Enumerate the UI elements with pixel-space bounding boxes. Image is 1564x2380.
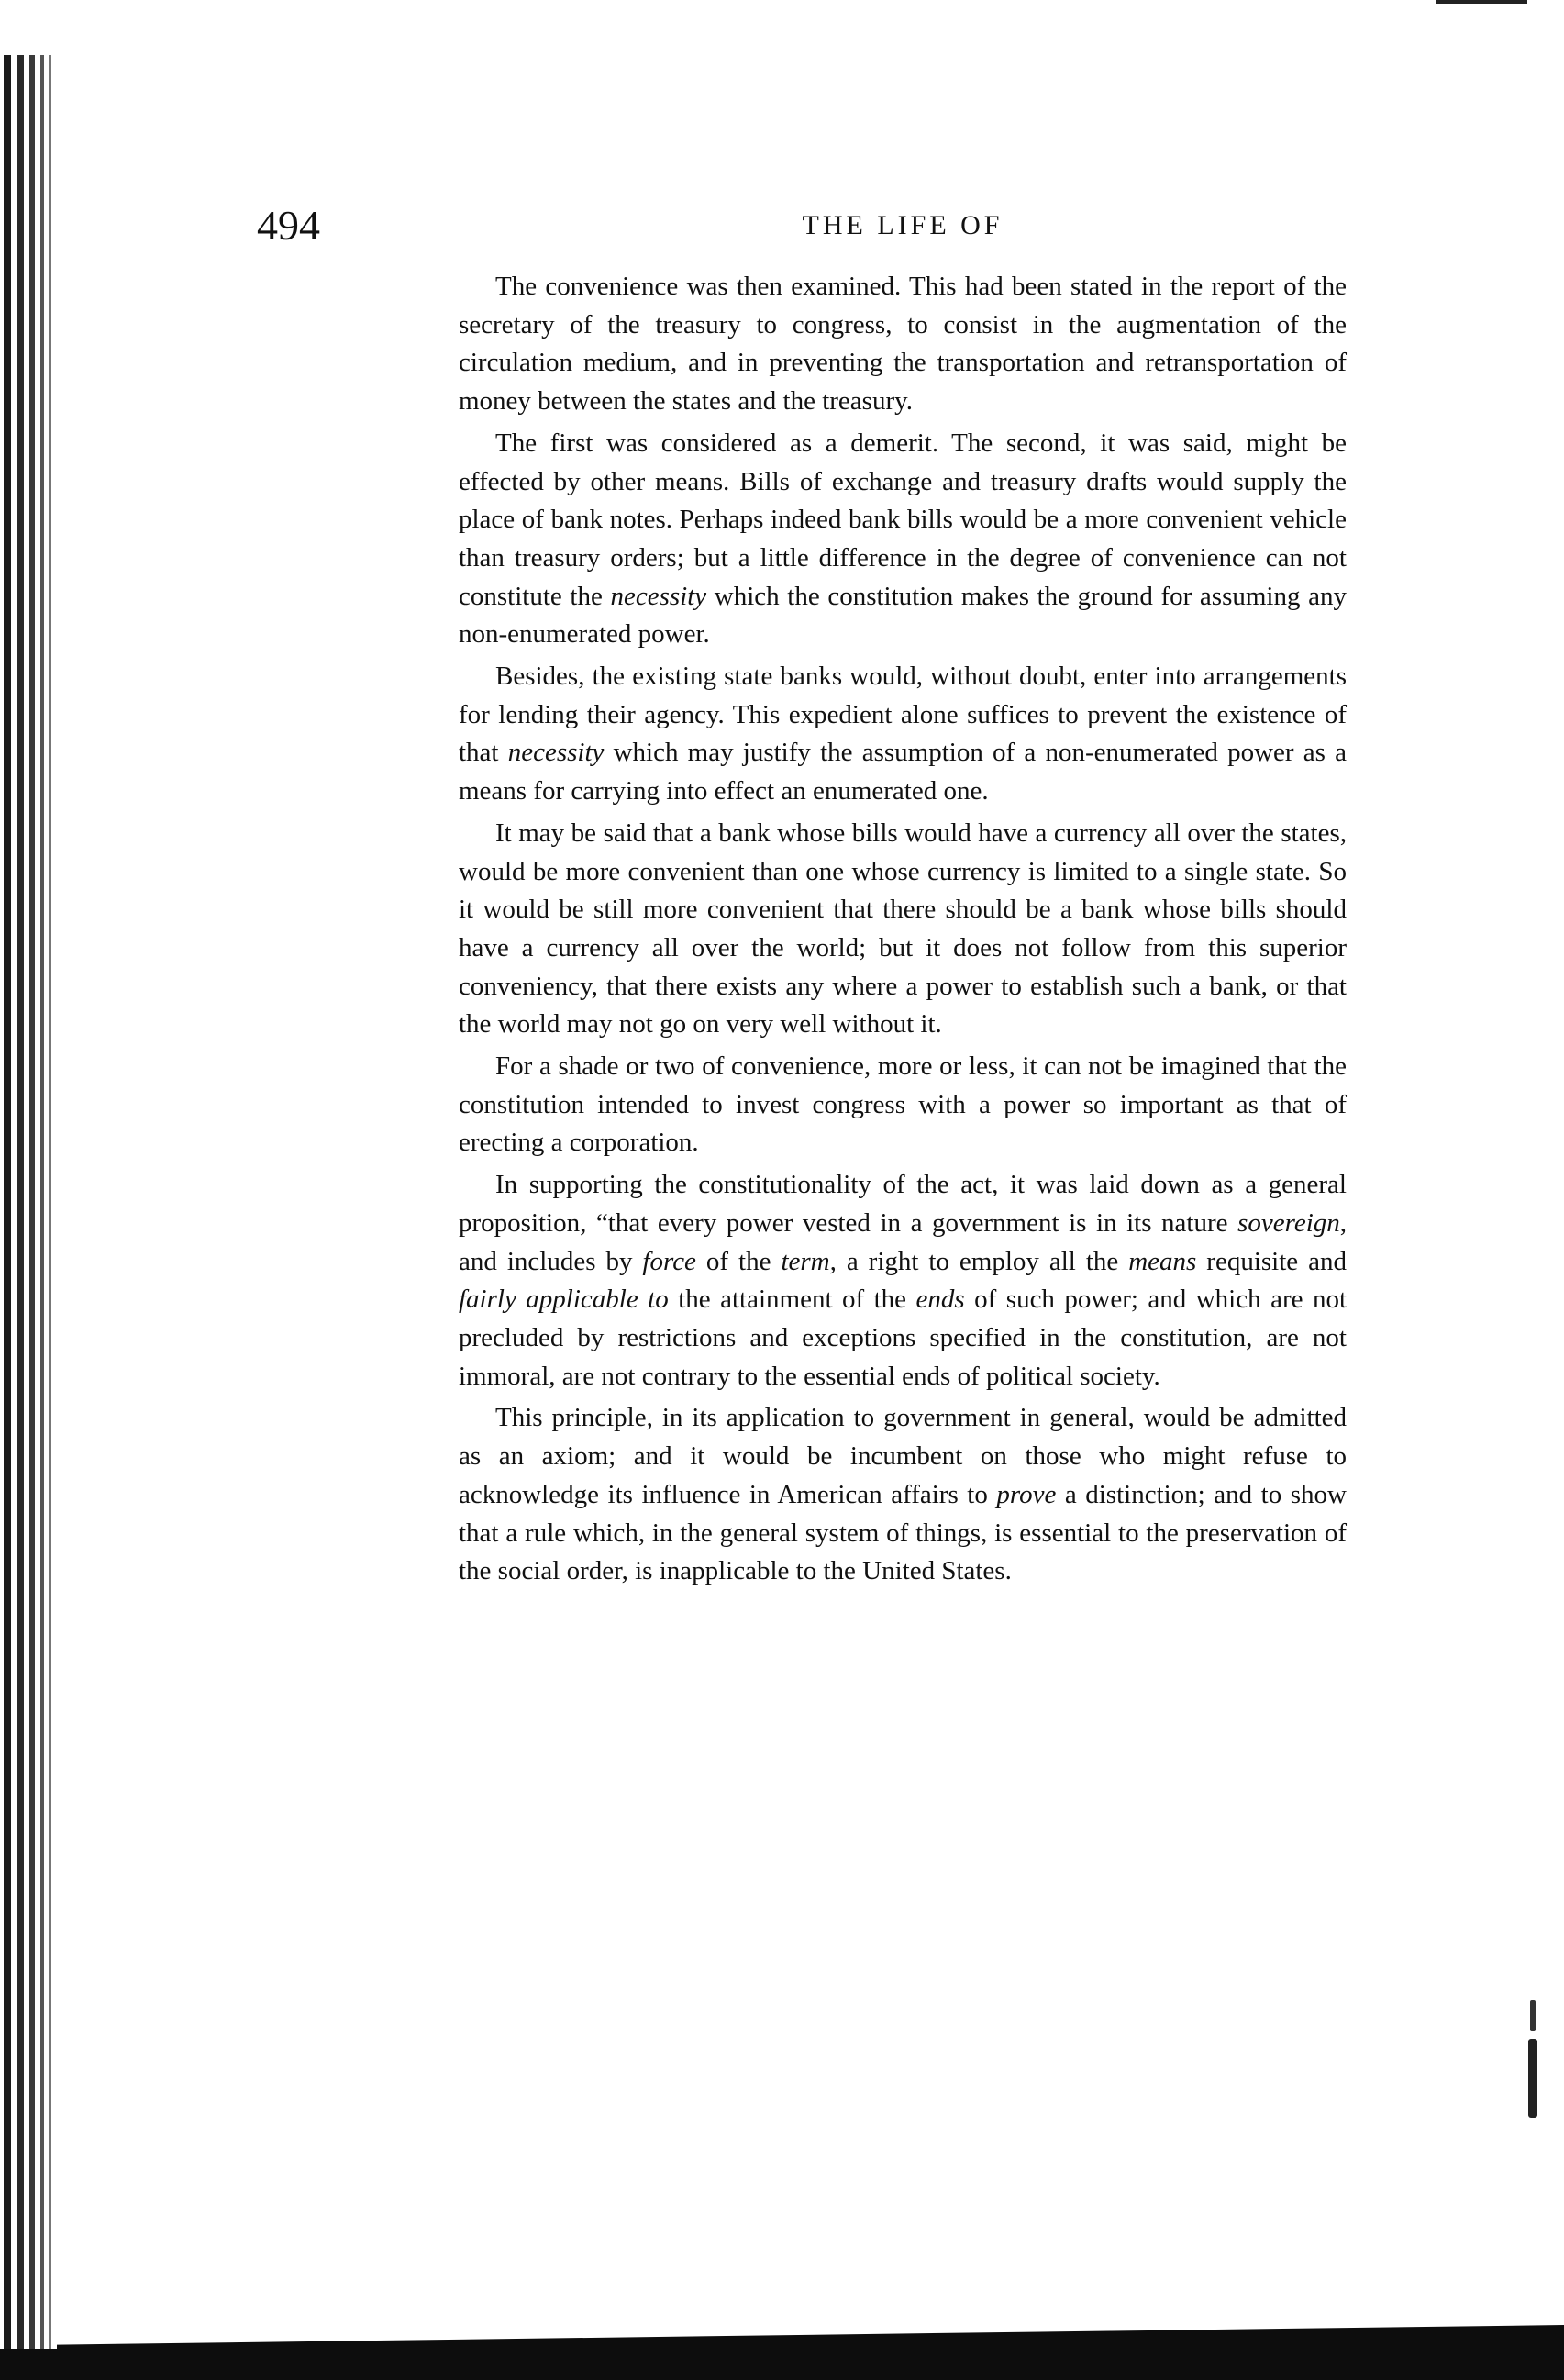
italic-term: force bbox=[642, 1246, 696, 1276]
text-run: Besides, the existing state banks would, without doubt, enter into arrangements for lending their agency. This expedient alone suffices to prevent the existence of that bbox=[459, 662, 1347, 768]
paragraph bbox=[459, 1399, 1347, 1591]
italic-term: necessity bbox=[610, 581, 707, 611]
italic-term: means bbox=[1128, 1246, 1197, 1276]
paragraph bbox=[459, 815, 1347, 1044]
running-head: THE LIFE OF bbox=[802, 210, 1004, 240]
italic-term: sovereign bbox=[1237, 1207, 1340, 1238]
italic-term: term, bbox=[781, 1246, 837, 1276]
text-run: a right to employ all the bbox=[836, 1246, 1129, 1276]
paragraph bbox=[459, 658, 1347, 811]
paragraph bbox=[459, 1048, 1347, 1162]
paragraph bbox=[459, 1166, 1347, 1396]
page-number: 494 bbox=[257, 202, 320, 249]
text-run: of such power; and which are not precluded by restrictions and exceptions specified in the constitution, are not immoral, are not contrary to the essential ends of political society. bbox=[459, 1285, 1348, 1391]
scan-margin-mark bbox=[1530, 2000, 1536, 2031]
text-run: The first was considered as a demerit. The second, it was said, might be effected by other means. Bills of exchange and treasury drafts would supply the place of bank notes. Perhaps indeed bank bills would be a more convenient vehicle than treasury orders; but a little difference in the degree of convenience can not constitute the bbox=[459, 428, 1347, 611]
text-run: In supporting the constitutionality of the act, it was laid down as a general proposition, “that every power vested in a government is in its nature bbox=[459, 1170, 1347, 1238]
page-binding-top bbox=[0, 0, 57, 55]
text-run: which may justify the assumption of a non-enumerated power as a means for carrying into effect an enumerated one. bbox=[459, 738, 1347, 806]
paragraph bbox=[459, 425, 1347, 654]
scan-margin-mark bbox=[1528, 2039, 1537, 2118]
body-text bbox=[459, 268, 1347, 1595]
paragraph bbox=[459, 268, 1347, 421]
text-run: a distinction; and to show that a rule which, in the general system of things, is essential to the preservation of the social order, is inapplicable to the United States. bbox=[459, 1479, 1347, 1586]
page-binding-edge bbox=[0, 0, 57, 2380]
text-run: For a shade or two of convenience, more or less, it can not be imagined that the constitution intended to invest congress with a power so important as that of erecting a corporation. bbox=[459, 1051, 1347, 1158]
text-run: It may be said that a bank whose bills would have a currency all over the states, would be more convenient than one whose currency is limited to a single state. So it would be still more convenient that there should be a bank whose bills should have a currency all over the world; but it does not follow from this superior conveniency, that there exists any where a power to establish such a bank, or that the world may not go on very well without it. bbox=[459, 817, 1347, 1040]
text-run: which the constitution makes the ground for assuming any non-enumerated power. bbox=[459, 581, 1347, 650]
text-run: requisite and bbox=[1196, 1246, 1348, 1276]
scan-bottom-edge bbox=[0, 2349, 57, 2380]
text-run: The convenience was then examined. This had been stated in the report of the secretary of the treasury to congress, to consist in the augmentation of the circulation medium, and in preventing the transportation and retransportation of money between the states and the treasury. bbox=[459, 272, 1347, 417]
text-run: This principle, in its application to government in general, would be admitted as an axiom; and it would be incumbent on those who might refuse to acknowledge its influence in American affairs to bbox=[459, 1403, 1347, 1509]
scan-bottom-edge bbox=[57, 2325, 1564, 2380]
italic-term: fairly applicable to bbox=[459, 1285, 669, 1315]
text-run: , and includes by bbox=[459, 1207, 1347, 1276]
italic-term: prove bbox=[996, 1479, 1057, 1509]
text-run: the attainment of the bbox=[668, 1285, 916, 1315]
italic-term: ends bbox=[915, 1285, 965, 1315]
scan-top-rule bbox=[1436, 0, 1527, 4]
text-run: of the bbox=[695, 1246, 782, 1276]
italic-term: necessity bbox=[507, 738, 605, 768]
